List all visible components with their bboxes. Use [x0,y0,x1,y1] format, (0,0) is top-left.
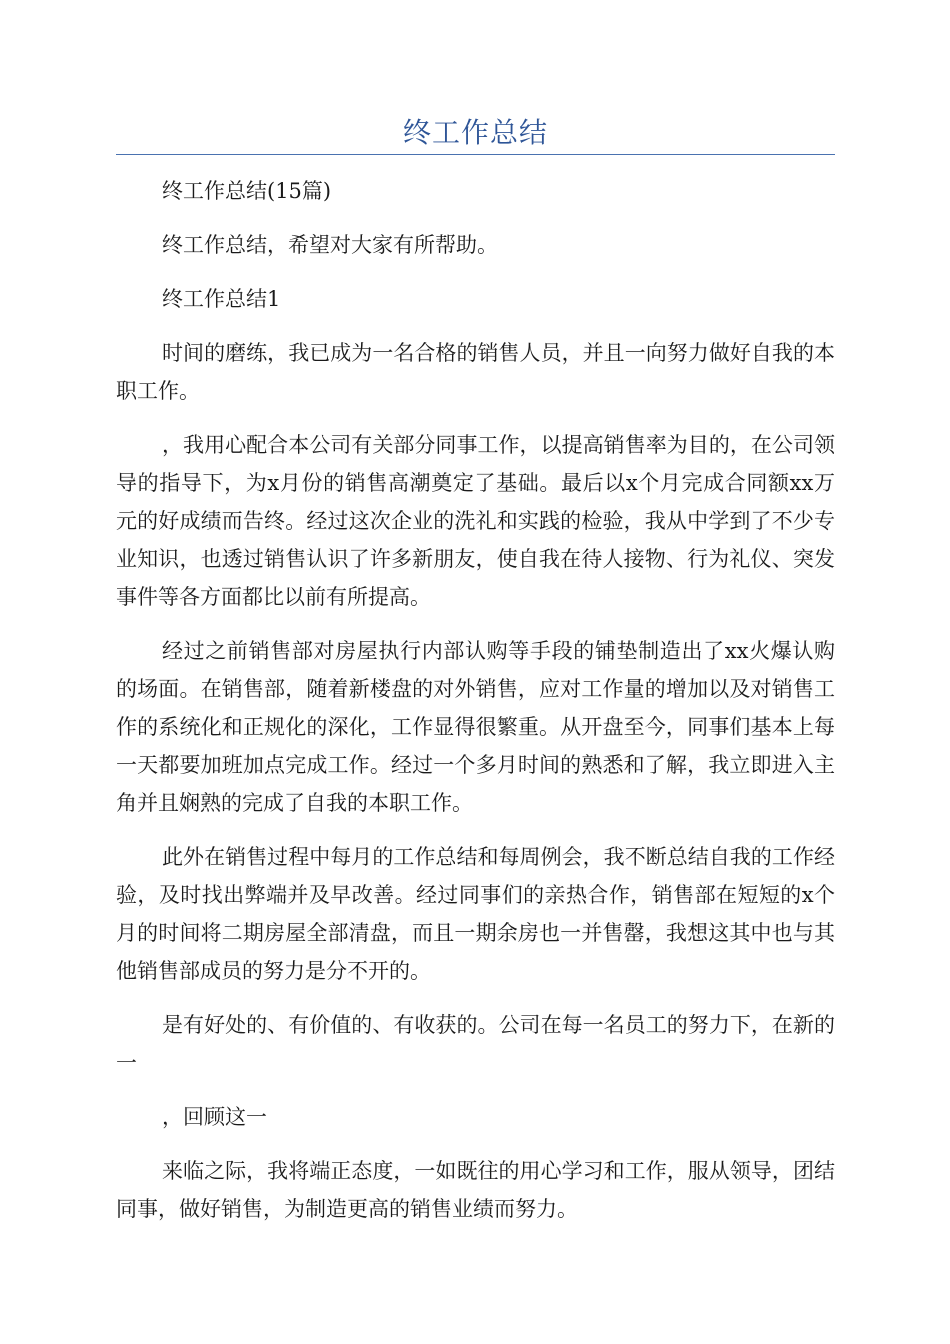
paragraph: 时间的磨练，我已成为一名合格的销售人员，并且一向努力做好自我的本职工作。 [116,341,835,403]
paragraph-subtitle: 终工作总结(15篇) [162,179,332,203]
paragraph: 经过之前销售部对房屋执行内部认购等手段的铺垫制造出了xx火爆认购的场面。在销售部，随着新楼盘的对外销售，应对工作量的增加以及对销售工作的系统化和正规化的深化，工作显得很繁重。从开盘至今，同事们基本上每一天都要加班加点完成工作。经过一个多月时间的熟悉和了解，我立即进入主角并且娴熟的完成了自我的本职工作。 [116,639,835,815]
paragraph: ，我用心配合本公司有关部分同事工作，以提高销售率为目的，在公司领导的指导下，为x月份的销售高潮奠定了基础。最后以x个月完成合同额xx万元的好成绩而告终。经过这次企业的洗礼和实践的检验，我从中学到了不少专业知识，也透过销售认识了许多新朋友，使自我在待人接物、行为礼仪、突发事件等各方面都比以前有所提高。 [116,433,835,609]
paragraph: ，回顾这一 [162,1105,267,1129]
paragraph-intro: 终工作总结，希望对大家有所帮助。 [162,233,498,257]
title-divider [116,154,835,155]
document-title: 终工作总结 [402,116,548,149]
paragraph: 是有好处的、有价值的、有收获的。公司在每一名员工的努力下，在新的一 [116,1013,835,1075]
paragraph: 此外在销售过程中每月的工作总结和每周例会，我不断总结自我的工作经验，及时找出弊端并及早改善。经过同事们的亲热合作，销售部在短短的x个月的时间将二期房屋全部清盘，而且一期余房也一并售罄，我想这其中也与其他销售部成员的努力是分不开的。 [116,845,835,983]
document-body [116,172,835,1244]
paragraph: 来临之际，我将端正态度，一如既往的用心学习和工作，服从领导，团结同事，做好销售，为制造更高的销售业绩而努力。 [116,1159,835,1221]
section-heading: 终工作总结1 [162,287,281,311]
